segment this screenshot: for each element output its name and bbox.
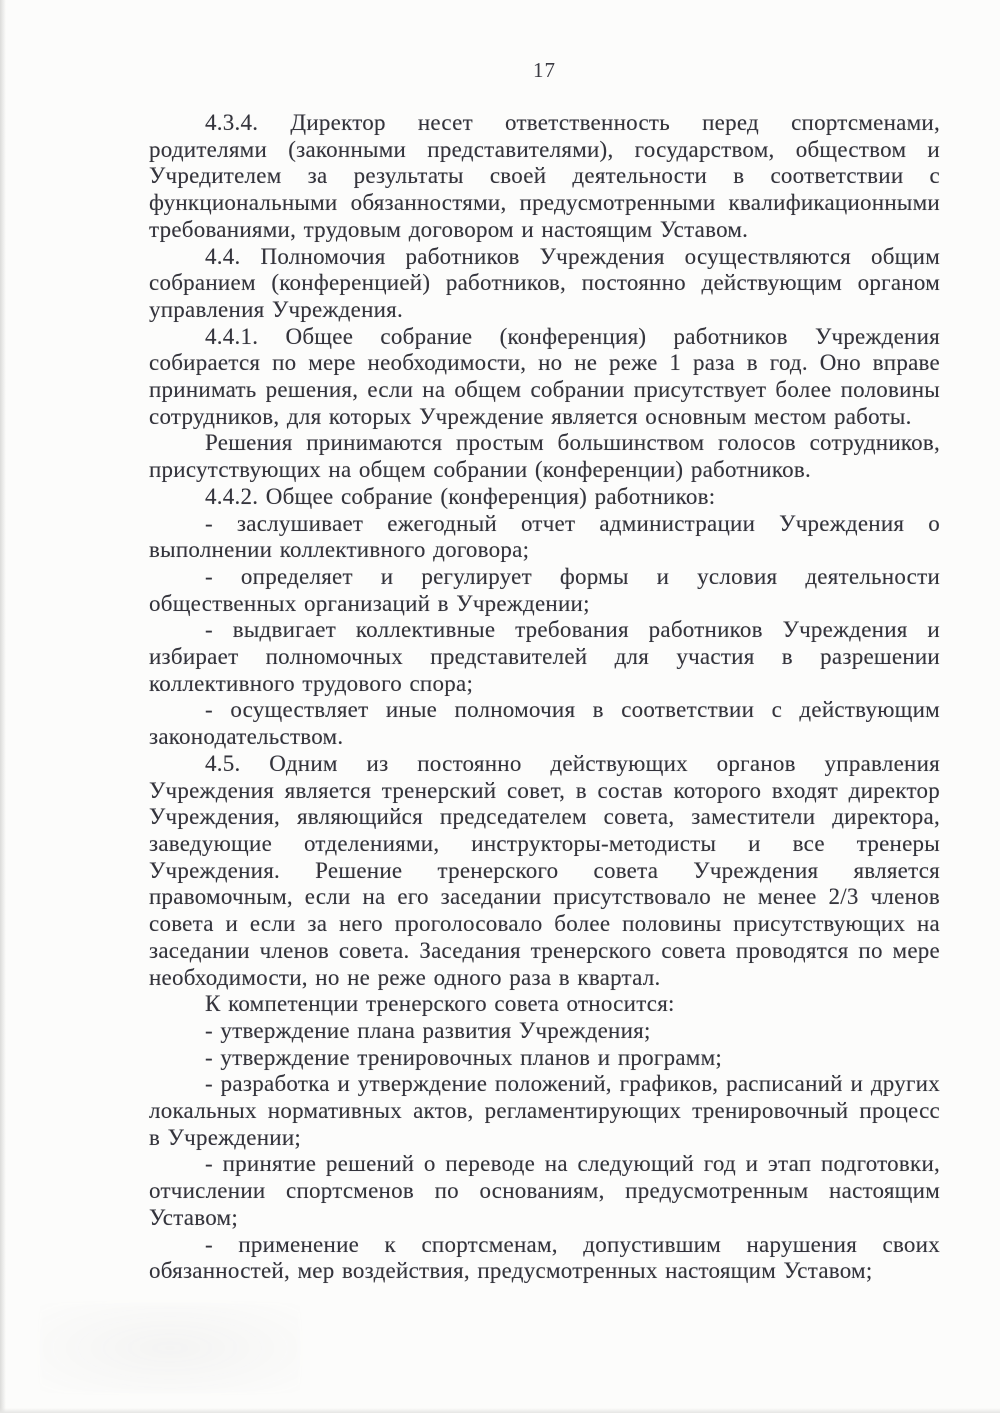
document-paragraph: 4.4. Полномочия работников Учреждения осуществляются общим собранием (конференцией) работников, постоянно действующим органом управления Учреждения.	[149, 243, 940, 322]
document-list-item: - определяет и регулирует формы и условия деятельности общественных организаций в Учреждении;	[149, 563, 940, 616]
page-number: 17	[533, 58, 556, 82]
document-paragraph: Решения принимаются простым большинством голосов сотрудников, присутствующих на общем собрании (конференции) работников.	[149, 430, 940, 483]
document-body	[149, 110, 940, 1285]
document-list-item: - заслушивает ежегодный отчет администрации Учреждения о выполнении коллективного договора;	[149, 510, 940, 563]
scan-bleedthrough-artifact	[40, 1303, 300, 1393]
document-list-item: - разработка и утверждение положений, графиков, расписаний и других локальных нормативных актов, регламентирующих тренировочный процесс в Учреждении;	[149, 1071, 940, 1150]
document-paragraph: 4.4.1. Общее собрание (конференция) работников Учреждения собирается по мере необходимости, но не реже 1 раза в год. Оно вправе принимать решения, если на общем собрании присутствует более половины сотрудников, для которых Учреждение является основным местом работы.	[149, 323, 940, 429]
document-paragraph: 4.4.2. Общее собрание (конференция) работников:	[205, 483, 716, 509]
document-paragraph: 4.3.4. Директор несет ответственность перед спортсменами, родителями (законными представителями), государством, обществом и Учредителем за результаты своей деятельности в соответствии с функциональными обязанностями, предусмотренными квалификационными требованиями, трудовым договором и настоящим Уставом.	[149, 110, 940, 242]
document-list-item: - утверждение плана развития Учреждения;	[205, 1017, 651, 1043]
document-paragraph: К компетенции тренерского совета относится:	[205, 991, 675, 1017]
document-list-item: - осуществляет иные полномочия в соответствии с действующим законодательством.	[149, 697, 940, 750]
document-paragraph: 4.5. Одним из постоянно действующих органов управления Учреждения является тренерский совет, в состав которого входят директор Учреждения, являющийся председателем совета, заместители директора, заведующие отделениями, инструкторы-методисты и все тренеры Учреждения. Решение тренерского совета Учреждения является правомочным, если на его заседании присутствовало не менее 2/3 членов совета и если за него проголосовало более половины присутствующих на заседании членов совета. Заседания тренерского совета проводятся по мере необходимости, но не реже одного раза в квартал.	[149, 750, 940, 990]
document-list-item: - применение к спортсменам, допустившим нарушения своих обязанностей, мер воздействия, предусмотренных настоящим Уставом;	[149, 1231, 940, 1284]
document-list-item: - утверждение тренировочных планов и программ;	[205, 1044, 723, 1070]
document-list-item: - принятие решений о переводе на следующий год и этап подготовки, отчислении спортсменов по основаниям, предусмотренным настоящим Уставом;	[149, 1151, 940, 1230]
document-list-item: - выдвигает коллективные требования работников Учреждения и избирает полномочных представителей для участия в разрешении коллективного трудового спора;	[149, 617, 940, 696]
scan-edge-bottom	[0, 1408, 1000, 1413]
